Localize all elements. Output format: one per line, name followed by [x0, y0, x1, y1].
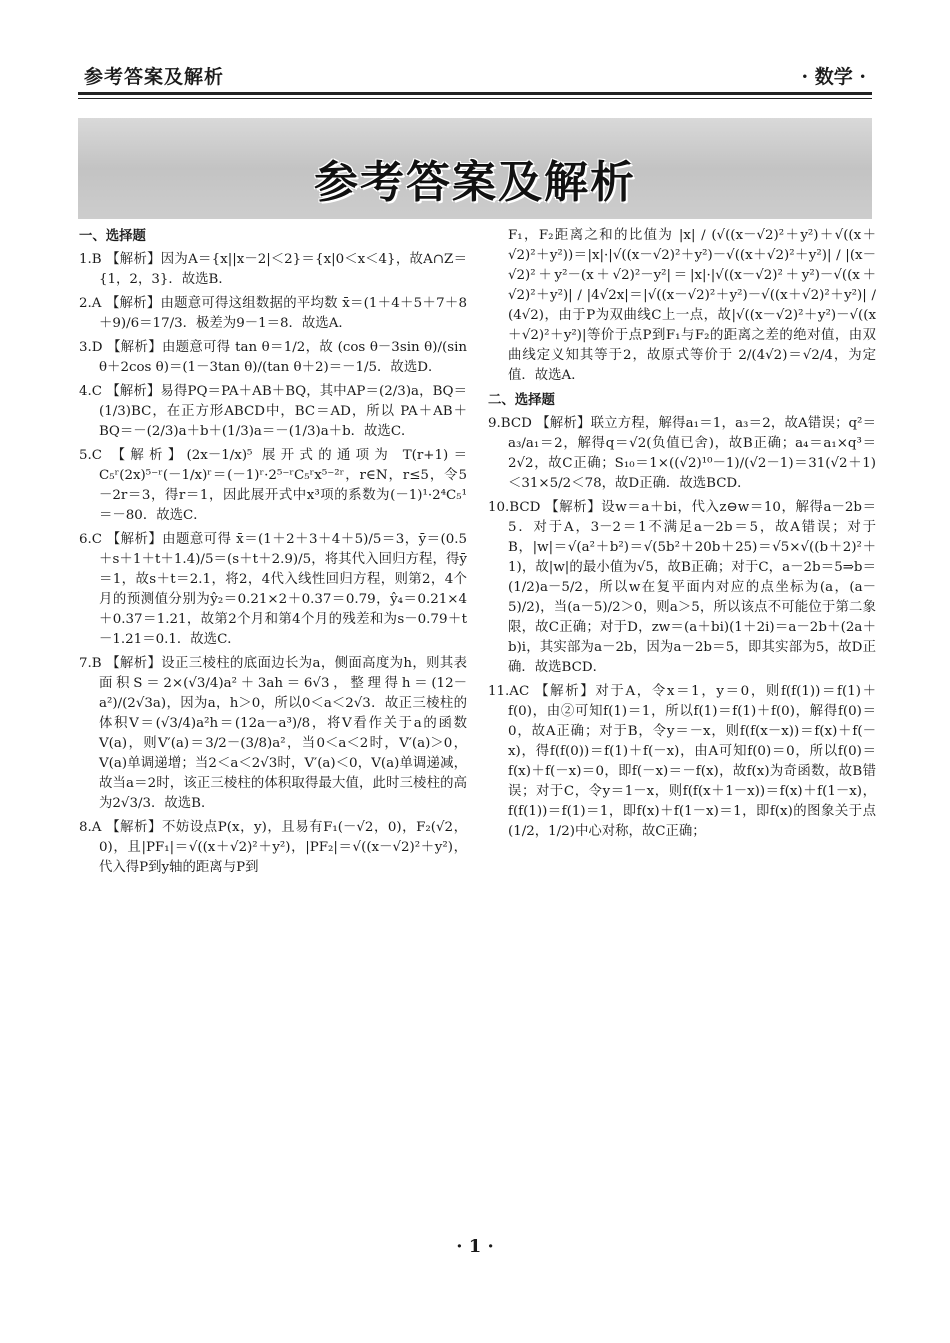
answer-q4: 4.C 【解析】易得PQ＝PA＋AB＋BQ，其中AP＝(2/3)a，BQ＝(1/3)BC，在正方形ABCD中，BC＝AD，所以 PA＋AB＋BQ＝－(2/3)a＋b＋(1/3)a＝－(1/3)a＋b．故选C． — [79, 384, 467, 439]
section-heading-choice: 一、选择题 — [79, 228, 146, 244]
answer-q3: 3.D 【解析】由题意可得 tan θ＝1/2，故 (cos θ－3sin θ)/(sin θ＋2cos θ)＝(1－3tan θ)/(tan θ＋2)＝－1/5．故选D． — [79, 340, 467, 375]
answer-q8: 8.A 【解析】不妨设点P(x，y)，且易有F₁(－√2，0)，F₂(√2，0)，且|PF₁|＝√((x＋√2)²＋y²)，|PF₂|＝√((x－√2)²＋y²)，代入得P到y轴的距离与P到 — [79, 820, 467, 875]
header-title: 参考答案及解析 — [84, 66, 225, 88]
answer-q11: 11.AC 【解析】对于A，令x＝1，y＝0，则f(f(1))＝f(1)＋f(0)，由②可知f(1)＝1，所以f(1)＝f(1)＋f(0)，解得f(0)＝0，故A正确；对于B，令y＝－x，则f(f(x－x))＝f(x)＋f(－x)，得f(f(0))＝f(1)＋f(－x)，由A可知f(0)＝0，所以f(0)＝f(x)＋f(－x)＝0，即f(－x)＝－f(x)，故f(x)为奇函数，故B错误；对于C，令y＝1－x，则f(f(x＋1－x))＝f(x)＋f(1－x)，f(f(1))＝f(1)＝1，即f(x)＋f(1－x)＝1，即f(x)的图象关于点(1/2，1/2)中心对称，故C正确； — [488, 684, 876, 839]
page-number: · 1 · — [456, 1236, 494, 1257]
answer-q6: 6.C 【解析】由题意可得 x̄＝(1＋2＋3＋4＋5)/5＝3，ȳ＝(0.5＋s＋1＋t＋1.4)/5＝(s＋t＋2.9)/5，将其代入回归方程，得ȳ＝1，故s＋t＝2.1，将2，4代入线性回归方程，则第2，4个月的预测值分别为ŷ₂＝0.21×2＋0.37＝0.79，ŷ₄＝0.21×4＋0.37＝1.21，故第2个月和第4个月的残差和为s－0.79＋t－1.21＝0.1．故选C． — [79, 532, 467, 647]
section-heading-multi: 二、选择题 — [488, 392, 555, 408]
answer-q2: 2.A 【解析】由题意可得这组数据的平均数 x̄＝(1＋4＋5＋7＋8＋9)/6＝17/3．极差为9－1＝8．故选A． — [79, 296, 467, 331]
banner-title: 参考答案及解析 — [314, 157, 636, 208]
answer-q7: 7.B 【解析】设正三棱柱的底面边长为a，侧面高度为h，则其表面积S＝2×(√3/4)a²＋3ah＝6√3，整理得h＝(12－a²)/(2√3a)，因为a，h＞0，所以0＜a＜2√3．故正三棱柱的体积V＝(√3/4)a²h＝(12a－a³)/8，将V看作关于a的函数V(a)，则V′(a)＝3/2－(3/8)a²，当0＜a＜2时，V′(a)＞0，V(a)单调递增；当2＜a＜2√3时，V′(a)＜0，V(a)单调递减，故当a＝2时，该正三棱柱的体积取得最大值，此时三棱柱的高为2√3/3．故选B． — [79, 656, 467, 811]
header-rule-thin — [78, 98, 872, 99]
left-column — [79, 226, 467, 882]
answer-q10: 10.BCD 【解析】设w＝a＋bi，代入z⊖w＝10，解得a－2b＝5．对于A，3－2＝1不满足a－2b＝5，故A错误；对于B，|w|＝√(a²＋b²)＝√(5b²＋20b＋25)＝√5×√((b＋2)²＋1)，故|w|的最小值为√5，故B正确；对于C，a－2b＝5⇒b＝(1/2)a－5/2，所以w在复平面内对应的点坐标为(a，(a－5)/2)，当(a－5)/2＞0，则a＞5，所以该点不可能位于第二象限，故C正确；对于D，zw＝(a＋bi)(1＋2i)＝a－2b＋(2a＋b)i，其实部为a－2b，因为a－2b＝5，即其实部为5，故D正确．故选BCD． — [488, 500, 876, 675]
header-subject: · 数学 · — [801, 66, 866, 88]
answer-q5: 5.C 【解析】(2x－1/x)⁵ 展开式的通项为 T(r+1)＝C₅ʳ(2x)⁵⁻ʳ(－1/x)ʳ＝(－1)ʳ·2⁵⁻ʳC₅ʳx⁵⁻²ʳ，r∈N，r≤5，令5－2r＝3，得r＝1，因此展开式中x³项的系数为(－1)¹·2⁴C₅¹＝－80．故选C． — [79, 448, 467, 523]
right-column — [488, 226, 876, 846]
answer-q9: 9.BCD 【解析】联立方程，解得a₁＝1，a₃＝2，故A错误；q²＝a₃/a₁＝2，解得q＝√2(负值已舍)，故B正确；a₄＝a₁×q³＝2√2，故C正确；S₁₀＝1×((√2)¹⁰－1)/(√2－1)＝31(√2＋1)＜31×5/2＜78，故D正确．故选BCD． — [488, 416, 876, 491]
title-banner — [78, 118, 872, 219]
header-rule-thick — [78, 92, 872, 95]
answer-q8-continued: F₁，F₂距离之和的比值为 |x| / (√((x－√2)²＋y²)＋√((x＋√2)²＋y²))＝|x|·|√((x－√2)²＋y²)－√((x＋√2)²＋y²)| / |(x－√2)²＋y²－(x＋√2)²－y²|＝|x|·|√((x－√2)²＋y²)－√((x＋√2)²＋y²)| / |4√2x|＝|√((x－√2)²＋y²)－√((x＋√2)²＋y²)| / (4√2)，由于P为双曲线C上一点，故|√((x－√2)²＋y²)－√((x＋√2)²＋y²)|等价于点P到F₁与F₂的距离之差的绝对值，由双曲线定义知其等于2，故原式等价于 2/(4√2)＝√2/4，为定值．故选A． — [508, 228, 876, 383]
answer-q1: 1.B 【解析】因为A＝{x||x－2|＜2}＝{x|0＜x＜4}，故A∩Z＝{1，2，3}．故选B． — [79, 252, 467, 287]
